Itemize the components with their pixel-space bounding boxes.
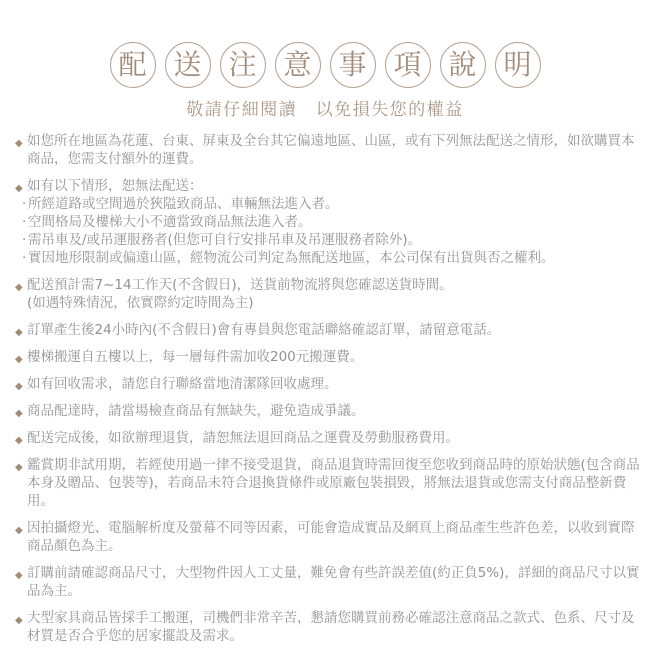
notice-text: 配送完成後，如欲辦理退貨，請恕無法退回商品之運費及勞動服務費用。 [27,430,459,446]
diamond-bullet-icon: ◆ [15,327,23,338]
title-circle-char: 送 [165,42,211,88]
notice-text: 商品配達時，請當場檢查商品有無缺失，避免造成爭議。 [27,403,365,419]
title-circle-char: 項 [385,42,431,88]
notice-sub-item [22,213,640,231]
diamond-bullet-icon: ◆ [15,525,23,536]
page-title [0,42,650,88]
notice-sub-text: 空間格局及樓梯大小不適當致商品無法進入者。 [28,214,312,230]
notice-list [0,132,650,645]
notice-text: 鑑賞期非試用期，若經使用過一律不接受退貨，商品退貨時需回復至您收到商品時的原始狀態(包含商品本身及贈品、包裝等)，若商品未符合退換貨條件或原廠包裝損毀，將無法退貨或您需支付商品整新費用。 [27,457,640,509]
notice-sub-item [22,231,640,249]
notice-text: 訂購前請確認商品尺寸，大型物件因人工丈量，難免會有些許誤差值(約正負5%)，詳細的商品尺寸以實品為主。 [27,565,640,599]
notice-sub-item [22,195,640,213]
diamond-bullet-icon: ◆ [15,570,23,581]
diamond-bullet-icon: ◆ [15,138,23,149]
notice-item [0,402,650,420]
notice-text: 訂單產生後24小時內(不含假日)會有專員與您電話聯絡確認訂單，請留意電話。 [27,322,501,338]
title-circle-char: 配 [110,42,156,88]
notice-item [0,429,650,447]
notice-item [0,321,650,339]
notice-item [0,132,650,168]
diamond-bullet-icon: ◆ [15,354,23,365]
notice-text: 如有以下情形，恕無法配送： [27,178,203,194]
notice-text: 樓梯搬運自五樓以上，每一層每件需加收200元搬運費。 [27,349,364,365]
notice-item [0,456,650,510]
title-circle-char: 意 [275,42,321,88]
diamond-bullet-icon: ◆ [15,408,23,419]
notice-sub-text: 實因地形限制或偏遠山區，經物流公司判定為無配送地區，本公司保有出貨與否之權利。 [28,250,555,266]
notice-item [0,348,650,366]
dot-bullet-icon: · [22,214,27,230]
diamond-bullet-icon: ◆ [15,435,23,446]
dot-bullet-icon: · [22,250,27,266]
diamond-bullet-icon: ◆ [15,183,23,194]
header [0,0,650,120]
notice-item [0,519,650,555]
notice-item [0,564,650,600]
title-circle-char: 注 [220,42,266,88]
notice-item [0,276,650,312]
title-circle-char: 說 [440,42,486,88]
title-circle-char: 事 [330,42,376,88]
dot-bullet-icon: · [22,196,27,212]
page-subtitle: 敬請仔細閱讀 以免損失您的權益 [186,100,464,120]
notice-item [0,375,650,393]
title-circle-char: 明 [495,42,541,88]
diamond-bullet-icon: ◆ [15,462,23,473]
dot-bullet-icon: · [22,232,27,248]
notice-text: 配送預計需7~14工作天(不含假日)，送貨前物流將與您確認送貨時間。 [27,277,453,293]
notice-note: (如遇特殊情況，依實際約定時間為主) [27,295,254,311]
notice-sub-text: 所經道路或空間過於狹隘致商品、車輛無法進入者。 [28,196,339,212]
diamond-bullet-icon: ◆ [15,282,23,293]
notice-text: 因拍攝燈光、電腦解析度及螢幕不同等因素，可能會造成實品及網頁上商品產生些許色差，以收到實際商品顏色為主。 [27,520,635,554]
notice-item [0,609,650,645]
diamond-bullet-icon: ◆ [15,615,23,626]
notice-text: 如有回收需求，請您自行聯絡當地清潔隊回收處理。 [27,376,338,392]
notice-text: 如您所在地區為花蓮、台東、屏東及全台其它偏遠地區、山區，或有下列無法配送之情形，如欲購買本商品，您需支付額外的運費。 [27,133,635,167]
notice-sub-item [22,249,640,267]
notice-item [0,177,650,267]
notice-text: 大型家具商品皆採手工搬運，司機們非常辛苦，懇請您購買前務必確認注意商品之款式、色系、尺寸及材質是否合乎您的居家擺設及需求。 [27,610,635,644]
notice-sub-text: 需吊車及/或吊運服務者(但您可自行安排吊車及吊運服務者除外)。 [28,232,422,248]
diamond-bullet-icon: ◆ [15,381,23,392]
